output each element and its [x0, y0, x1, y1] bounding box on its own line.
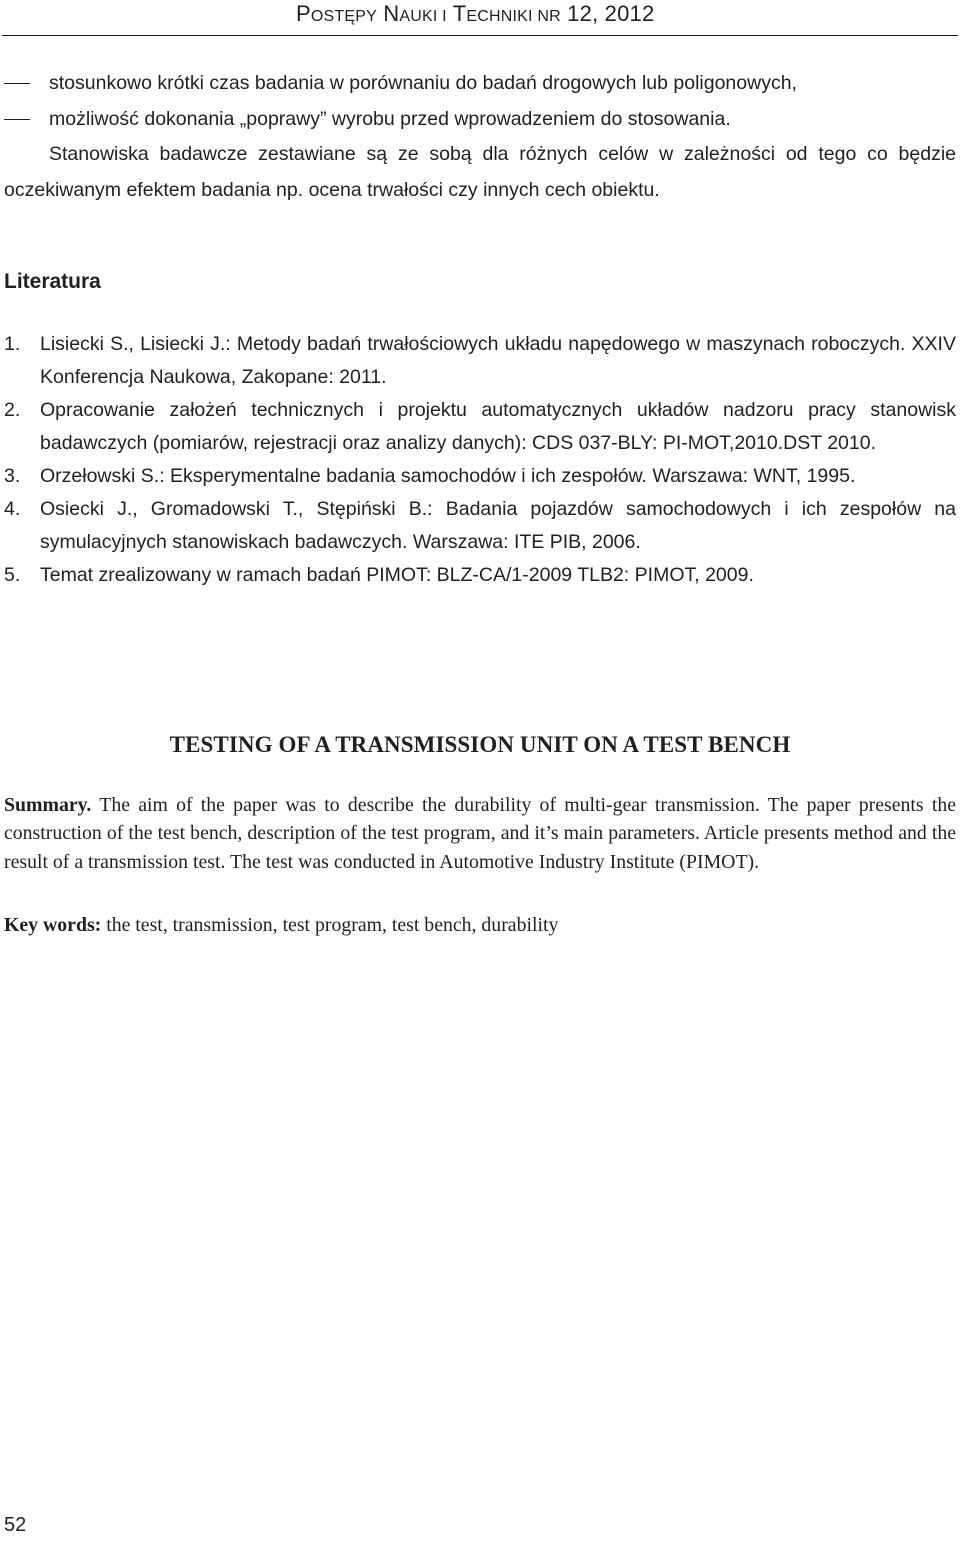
running-head-part: 12, 2012: [560, 1, 655, 26]
body-paragraph: Stanowiska badawcze zestawiane są ze sobą dla różnych celów w zależności od tego co będzie oczekiwanym efektem badania np. ocena trwałości czy innych cech obiektu.: [4, 143, 956, 201]
english-title: TESTING OF A TRANSMISSION UNIT ON A TEST BENCH: [169, 732, 791, 757]
summary-label: Summary.: [4, 794, 92, 816]
list-item: [4, 66, 956, 102]
bullet-list: [4, 66, 956, 208]
running-head: [296, 1, 654, 27]
list-item-text: stosunkowo krótki czas badania w porównaniu do badań drogowych lub poligonowych,: [49, 72, 797, 94]
reference-number: 5.: [4, 564, 21, 586]
list-item: [4, 102, 956, 138]
running-head-part: T: [446, 1, 467, 26]
keywords-line: [4, 911, 956, 939]
reference-item: [4, 394, 956, 460]
header-rule: [2, 35, 958, 36]
reference-text: Temat zrealizowany w ramach badań PIMOT: BLZ-CA/1-2009 TLB2: PIMOT, 2009.: [40, 564, 754, 586]
summary-paragraph: [4, 791, 956, 876]
reference-number: 3.: [4, 465, 21, 487]
reference-number: 1.: [4, 333, 21, 355]
keywords-label: Key words:: [4, 914, 102, 936]
running-head-part: N: [376, 1, 400, 26]
page-number: 52: [4, 1514, 27, 1536]
reference-text: Lisiecki S., Lisiecki J.: Metody badań trwałościowych układu napędowego w maszynach roboczych. XXIV Konferencja Naukowa, Zakopane: 2011.: [40, 333, 956, 388]
running-head-part: AUKI I: [399, 8, 447, 25]
dash-marker: [4, 83, 30, 84]
reference-item: [4, 559, 956, 592]
reference-item: [4, 493, 956, 559]
summary-text: The aim of the paper was to describe the durability of multi-gear transmission. The paper presents the construction of the test bench, description of the test program, and it’s main parameters. Article presents method and the result of a transmission test. The test was conducted in Automotive Industry Institute (PIMOT).: [4, 794, 956, 873]
running-head-part: P: [296, 1, 311, 26]
reference-number: 2.: [4, 399, 21, 421]
list-item-text: możliwość dokonania „poprawy” wyrobu przed wprowadzeniem do stosowania.: [49, 107, 731, 130]
reference-text: Osiecki J., Gromadowski T., Stępiński B.: Badania pojazdów samochodowych i ich zespołów na symulacyjnych stanowiskach badawczych. Warszawa: ITE PIB, 2006.: [40, 498, 956, 553]
reference-list: [4, 328, 956, 592]
dash-marker: [4, 119, 30, 120]
literature-heading: Literatura: [4, 270, 101, 293]
reference-number: 4.: [4, 498, 21, 520]
running-head-part: ECHNIKI NR: [466, 8, 561, 25]
keywords-text: the test, transmission, test program, test bench, durability: [101, 914, 559, 936]
running-head-part: OSTĘPY: [310, 8, 377, 25]
reference-item: [4, 460, 956, 493]
reference-item: [4, 328, 956, 394]
reference-text: Opracowanie założeń technicznych i projektu automatycznych układów nadzoru pracy stanowisk badawczych (pomiarów, rejestracji oraz analizy danych): CDS 037-BLY: PI-MOT,2010.DST 2010.: [40, 399, 956, 454]
reference-text: Orzełowski S.: Eksperymentalne badania samochodów i ich zespołów. Warszawa: WNT, 1995.: [40, 465, 856, 487]
